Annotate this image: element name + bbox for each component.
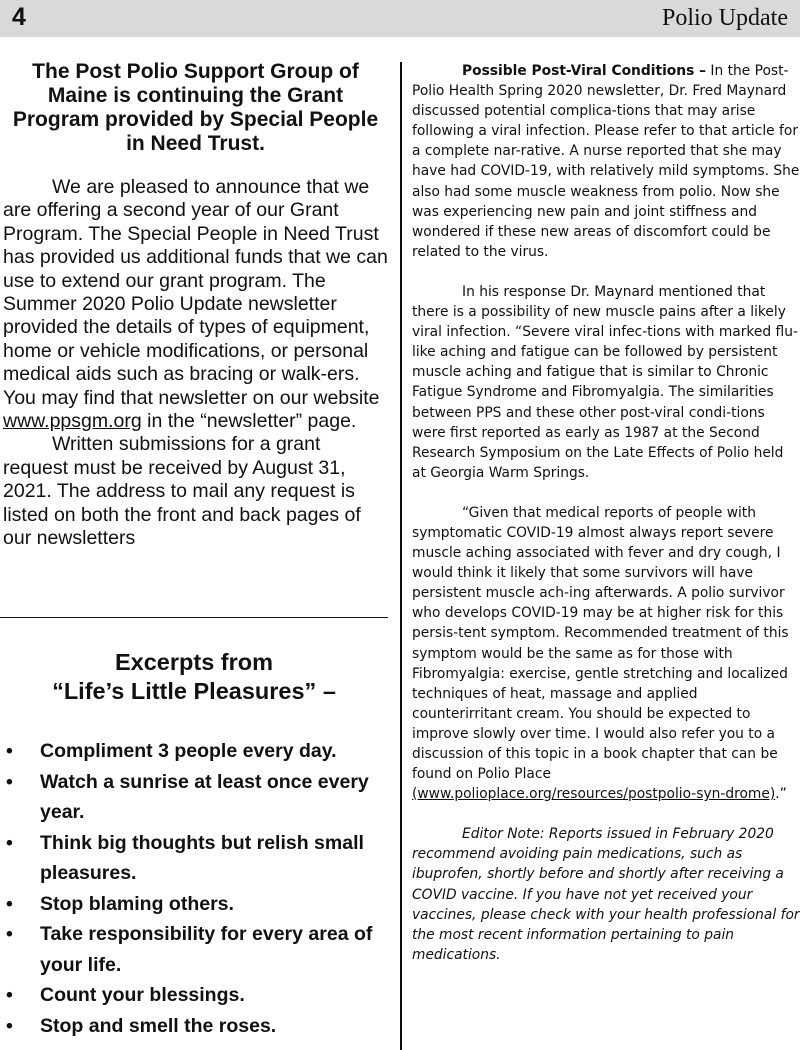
right-column	[412, 61, 800, 965]
maynard-response-paragraph: In his response Dr. Maynard mentioned that there is a possibility of new muscle pains after a likely viral infection. “Severe viral infec-tions with marked flu-like aching and fatigue can be followed by persistent muscle aching and fatigue that is similar to Chronic Fatigue Syndrome and Fibromyalgia. The similarities between PPS and these other post-viral condi-tions were first reported as early as 1987 at the Second Research Symposium on the Late Effects of Polio held at Georgia Warm Springs.	[412, 283, 798, 481]
excerpts-title-line-1: Excerpts from	[114, 649, 274, 675]
bullet-icon: •	[6, 831, 13, 854]
list-item	[0, 828, 392, 889]
editor-note: Editor Note: Reports issued in February 2020 recommend avoiding pain medications, such as ibuprofen, shortly before and shortly after receiving a COVID vaccine. If you have not yet received your vaccines, please check with your health professional for the most recent information pertaining to pain medications.	[412, 826, 800, 963]
covid-quote-tail: .”	[775, 786, 787, 803]
website-link[interactable]: www.ppsgm.org	[3, 410, 142, 433]
list-item-text: Think big thoughts but relish small pleasures.	[40, 831, 364, 884]
grant-paragraph-1	[3, 176, 388, 433]
publication-title: Polio Update	[662, 5, 788, 31]
list-item-text: Take responsibility for every area of your life.	[40, 923, 373, 976]
covid-quote-paragraph	[412, 503, 800, 804]
excerpts-heading	[0, 648, 388, 706]
bullet-icon: •	[6, 1014, 13, 1037]
grant-paragraph-2: Written submissions for a grant request must be received by August 31, 2021. The address to mail any request is listed on both the front and back pages of our newsletters	[3, 433, 361, 550]
list-item	[0, 767, 392, 828]
list-item-text: Count your blessings.	[40, 984, 245, 1006]
bullet-icon: •	[6, 740, 13, 762]
grant-heading: The Post Polio Support Group of Maine is continuing the Grant Program provided by Special People in Need Trust.	[12, 60, 379, 155]
post-viral-paragraph	[412, 61, 800, 262]
section-divider	[0, 617, 388, 618]
excerpts-title-line-2: “Life’s Little Pleasures” –	[52, 678, 336, 704]
list-item	[0, 1011, 392, 1042]
page-number: 4	[12, 3, 26, 31]
post-viral-text: In the Post-Polio Health Spring 2020 newsletter, Dr. Fred Maynard discussed potential complica-tions that may arise following a viral infection. Please refer to that article for a complete nar-rative. A nurse reported that she may have had COVID-19, with relatively mild symptoms. She also had some muscle weakness from polio. Now she was experiencing new pain and joint stiffness and wondered if these new areas of discomfort could be related to the virus.	[412, 63, 800, 260]
bullet-icon: •	[6, 892, 13, 915]
list-item	[0, 889, 392, 920]
grant-text: We are pleased to announce that we are offering a second year of our Grant Program. The Special People in Need Trust has provided us additional funds that we can use to extend our grant program. The Summer 2020 Polio Update newsletter provided the details of types of equipment, home or vehicle modifications, or personal medical aids such as bracing or walk-ers. You may find that newsletter on our website	[3, 176, 388, 409]
bullet-icon: •	[6, 923, 13, 945]
bullet-icon: •	[6, 984, 13, 1006]
grant-text-tail: in the “newsletter” page.	[141, 410, 357, 433]
pleasures-list	[0, 736, 392, 1041]
list-item-text: Stop blaming others.	[40, 892, 234, 915]
left-column	[3, 60, 388, 551]
bullet-icon: •	[6, 770, 13, 793]
page-header	[0, 0, 800, 37]
list-item-text: Stop and smell the roses.	[40, 1014, 277, 1037]
covid-quote-text: “Given that medical reports of people with symptomatic COVID-19 almost always report severe muscle aching associated with fever and dry cough, I would think it likely that some survivors will have persistent muscle ach-ing afterwards. A polio survivor who develops COVID-19 may be at higher risk for this persis-tent symptom. Recommended treatment of this symptom would be the same as for those with Fibromyalgia: exercise, gentle stretching and localized techniques of heat, massage and applied counterirritant cream. You should be expected to improve slowly over time. I would also refer you to a discussion of this topic in a book chapter that can be found on Polio Place	[412, 504, 789, 783]
polioplace-link[interactable]: (www.polioplace.org/resources/postpolio-syn-drome)	[412, 786, 776, 803]
list-item	[0, 736, 392, 767]
post-viral-heading: Possible Post-Viral Conditions –	[462, 63, 707, 79]
list-item	[0, 980, 392, 1011]
list-item-text: Watch a sunrise at least once every year.	[40, 770, 369, 823]
column-divider	[400, 62, 402, 1050]
list-item-text: Compliment 3 people every day.	[40, 740, 337, 762]
list-item	[0, 919, 392, 980]
